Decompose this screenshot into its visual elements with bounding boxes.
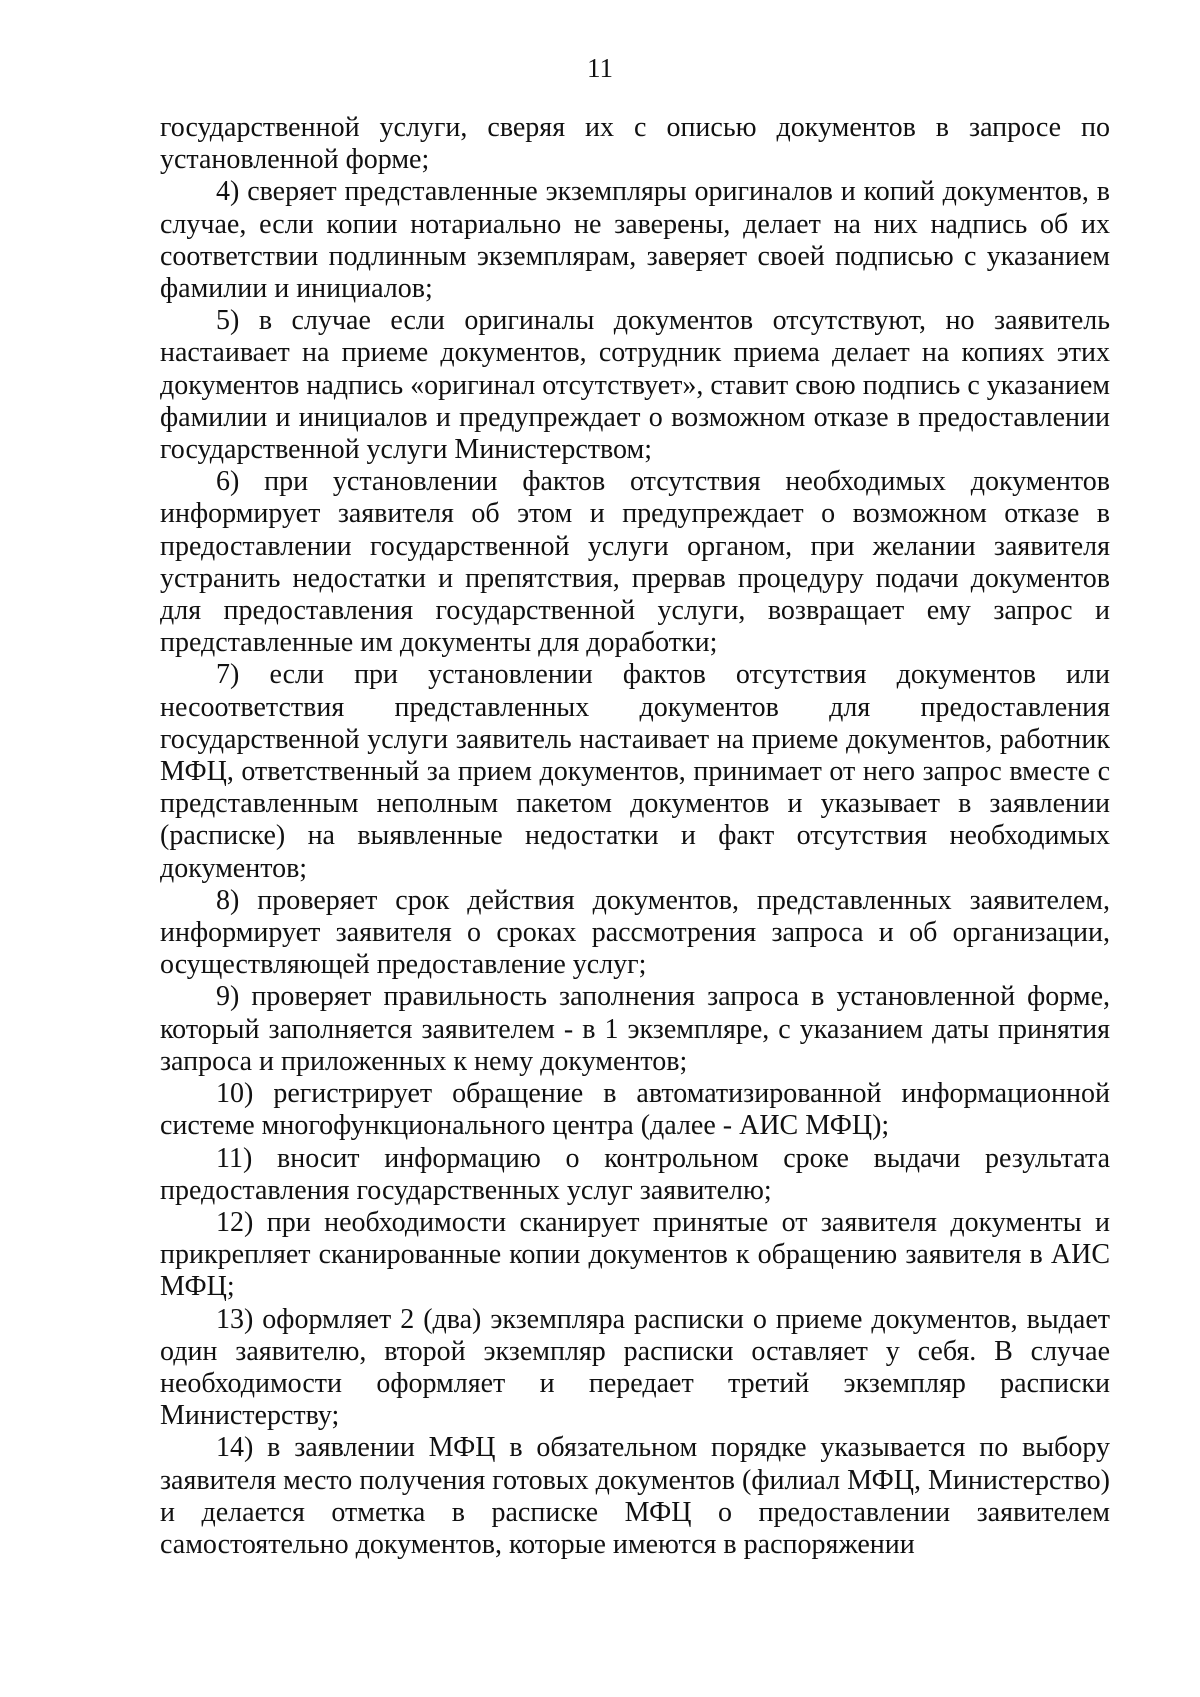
paragraph-item-11: 11) вносит информацию о контрольном сроке выдачи результата предоставления государственных услуг заявителю; xyxy=(160,1142,1110,1206)
paragraph-item-14: 14) в заявлении МФЦ в обязательном порядке указывается по выбору заявителя место получения готовых документов (филиал МФЦ, Министерство) и делается отметка в расписке МФЦ о предоставлении заявителем самостоятельно документов, которые имеются в распоряжении xyxy=(160,1432,1110,1560)
document-body xyxy=(160,112,1110,1561)
paragraph-item-8: 8) проверяет срок действия документов, представленных заявителем, информирует заявителя о сроках рассмотрения запроса и об организации, осуществляющей предоставление услуг; xyxy=(160,884,1110,981)
paragraph-item-7: 7) если при установлении фактов отсутствия документов или несоответствия представленных документов для предоставления государственной услуги заявитель настаивает на приеме документов, работник МФЦ, ответственный за прием документов, принимает от него запрос вместе с представленным неполным пакетом документов и указывает в заявлении (расписке) на выявленные недостатки и факт отсутствия необходимых документов; xyxy=(160,659,1110,884)
paragraph-item-5: 5) в случае если оригиналы документов отсутствуют, но заявитель настаивает на приеме документов, сотрудник приема делает на копиях этих документов надпись «оригинал отсутствует», ставит свою подпись с указанием фамилии и инициалов и предупреждает о возможном отказе в предоставлении государственной услуги Министерством; xyxy=(160,305,1110,466)
paragraph-item-10: 10) регистрирует обращение в автоматизированной информационной системе многофункционального центра (далее - АИС МФЦ); xyxy=(160,1078,1110,1142)
paragraph-item-9: 9) проверяет правильность заполнения запроса в установленной форме, который заполняется заявителем - в 1 экземпляре, с указанием даты принятия запроса и приложенных к нему документов; xyxy=(160,981,1110,1077)
paragraph-item-13: 13) оформляет 2 (два) экземпляра расписки о приеме документов, выдает один заявителю, второй экземпляр расписки оставляет у себя. В случае необходимости оформляет и передает третий экземпляр расписки Министерству; xyxy=(160,1303,1110,1432)
page-number: 11 xyxy=(587,53,613,83)
paragraph-continuation: государственной услуги, сверяя их с описью документов в запросе по установленной форме; xyxy=(160,112,1110,176)
paragraph-item-12: 12) при необходимости сканирует принятые от заявителя документы и прикрепляет сканированные копии документов к обращению заявителя в АИС МФЦ; xyxy=(160,1206,1110,1303)
paragraph-item-4: 4) сверяет представленные экземпляры оригиналов и копий документов, в случае, если копии нотариально не заверены, делает на них надпись об их соответствии подлинным экземплярам, заверяет своей подписью с указанием фамилии и инициалов; xyxy=(160,176,1110,305)
paragraph-item-6: 6) при установлении фактов отсутствия необходимых документов информирует заявителя об этом и предупреждает о возможном отказе в предоставлении государственной услуги органом, при желании заявителя устранить недостатки и препятствия, прервав процедуру подачи документов для предоставления государственной услуги, возвращает ему запрос и представленные им документы для доработки; xyxy=(160,466,1110,659)
